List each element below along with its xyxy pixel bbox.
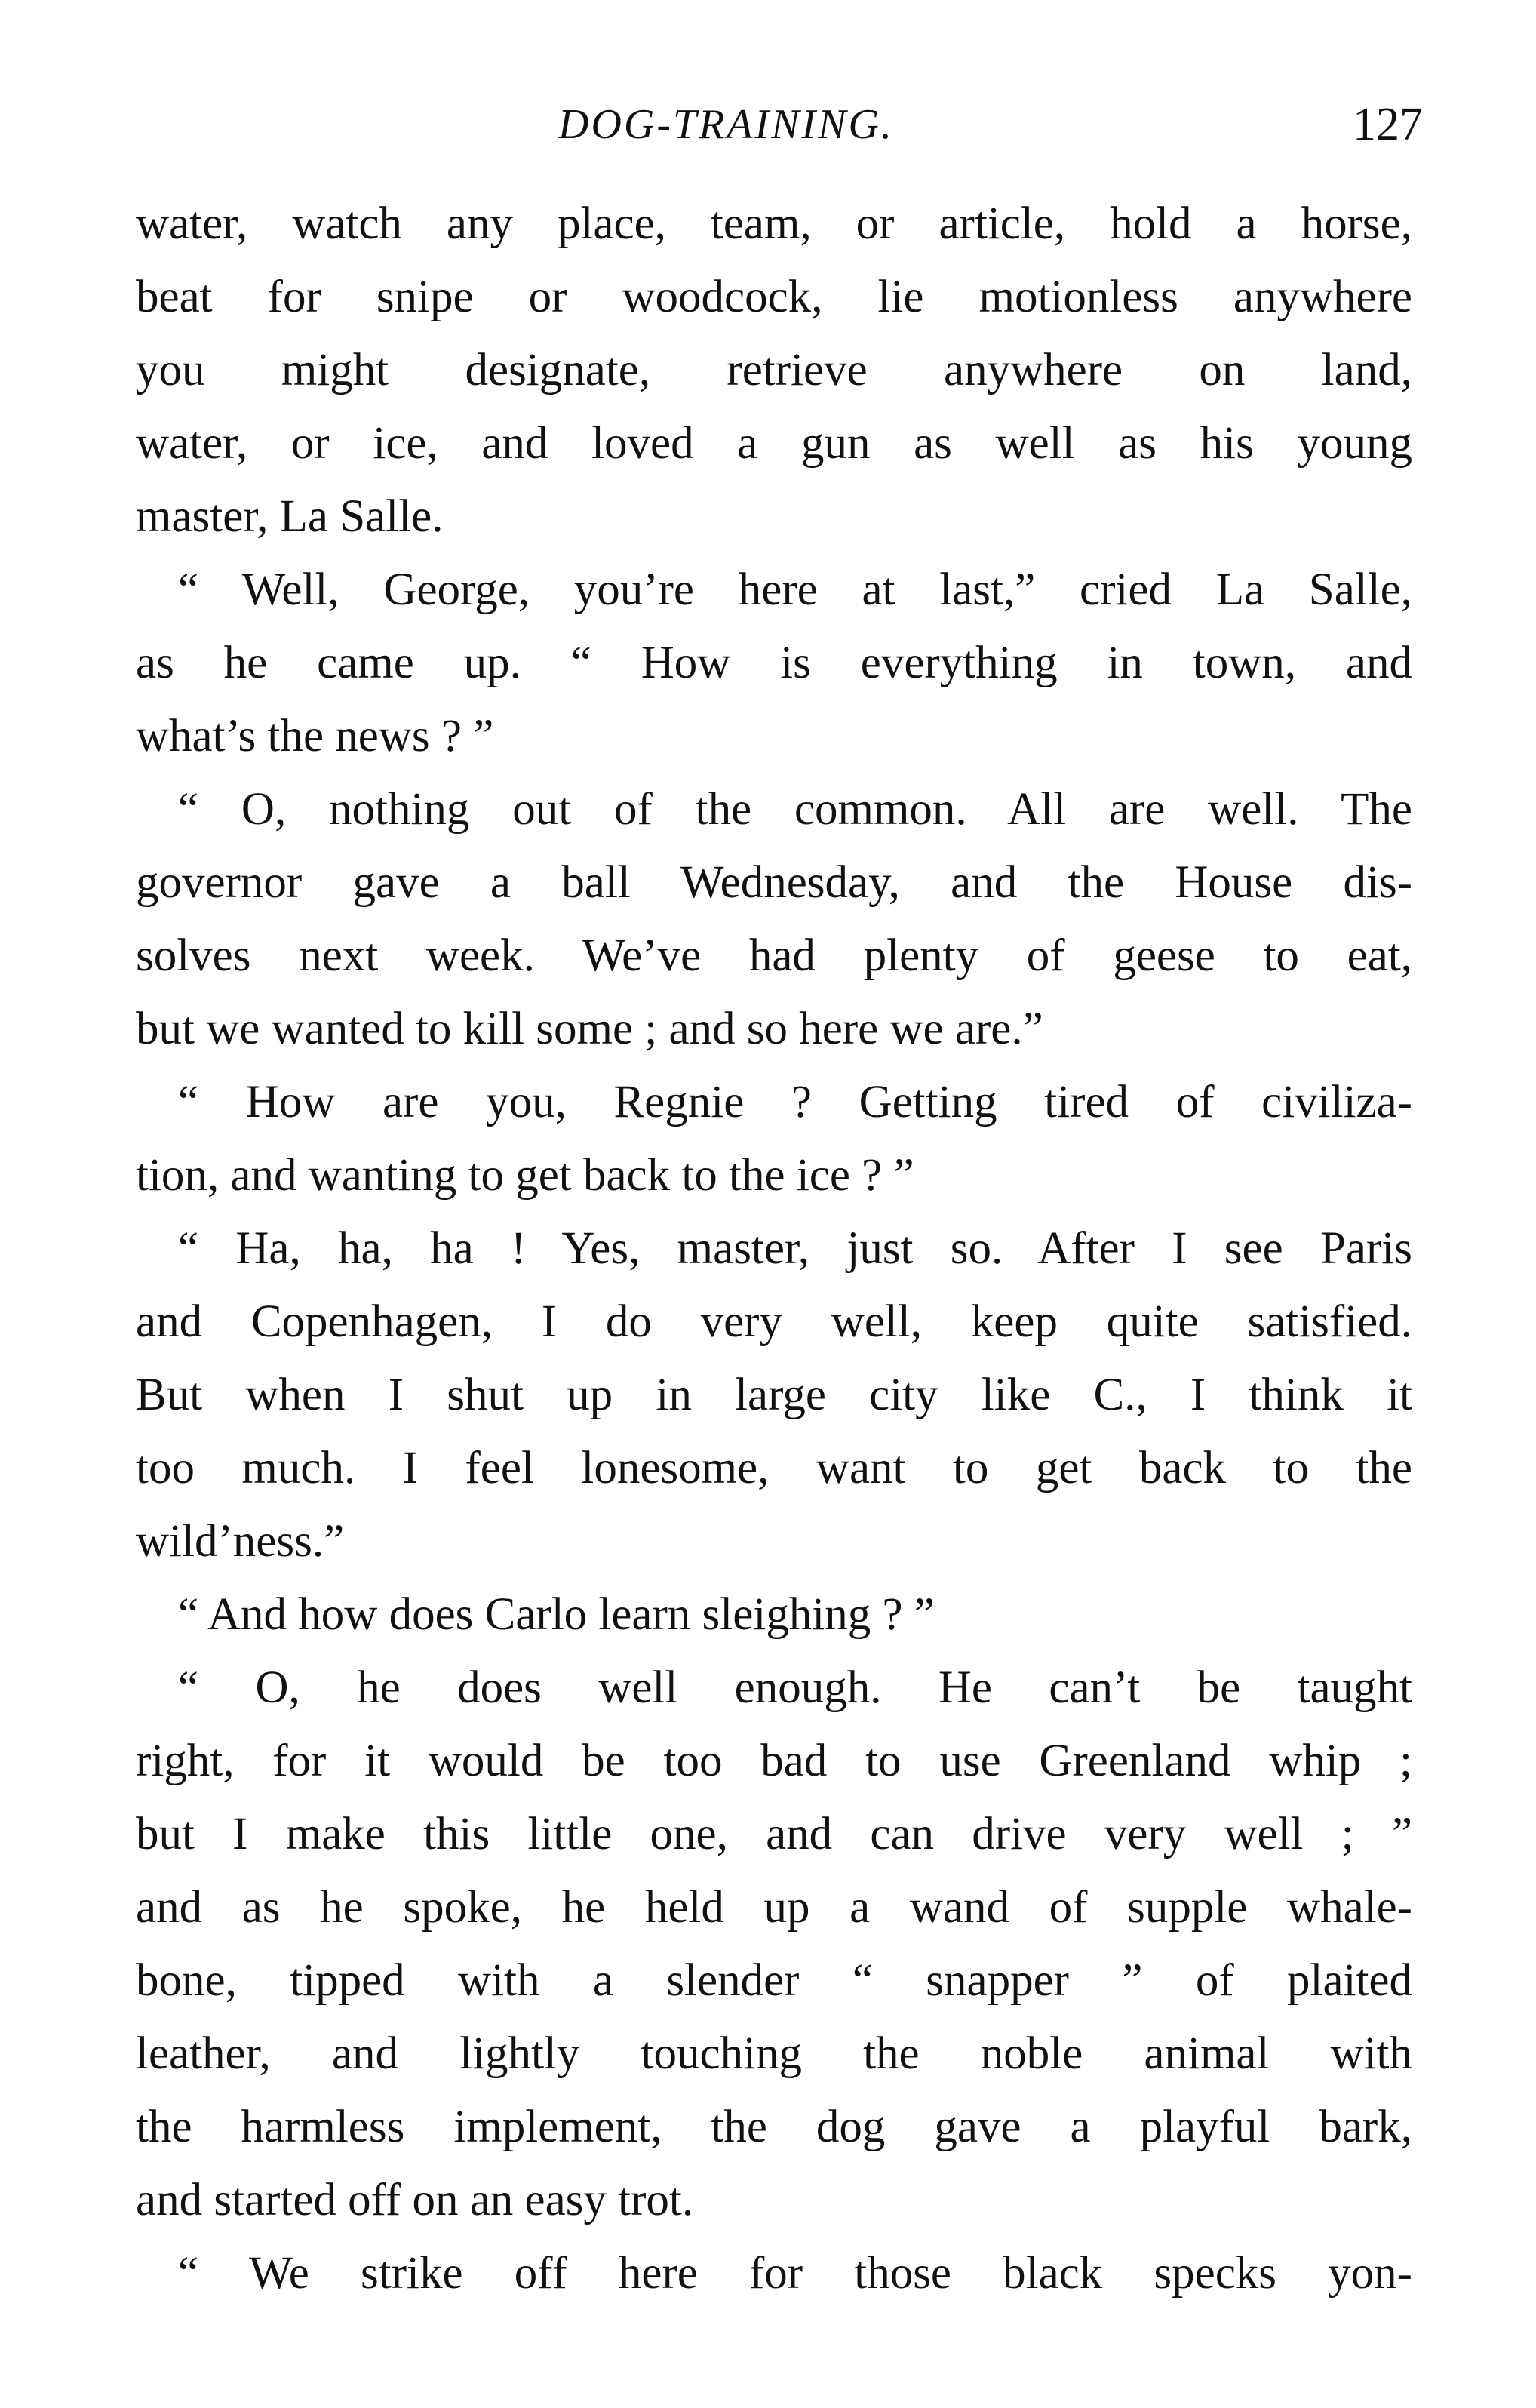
text-line: solves next week. We’ve had plenty of geese to eat, bbox=[136, 930, 1412, 981]
text-line: “ O, nothing out of the common. All are well. The bbox=[178, 784, 1412, 835]
text-line: tion, and wanting to get back to the ice ? ” bbox=[136, 1150, 914, 1201]
text-line: too much. I feel lonesome, want to get back to the bbox=[136, 1443, 1412, 1493]
text-line: wild’ness.” bbox=[136, 1516, 345, 1567]
text-line: what’s the news ? ” bbox=[136, 711, 494, 761]
text-line: as he came up. “ How is everything in town, and bbox=[136, 638, 1412, 688]
page-number: 127 bbox=[1353, 99, 1423, 150]
text-line: governor gave a ball Wednesday, and the House dis- bbox=[136, 857, 1412, 908]
text-line: and Copenhagen, I do very well, keep quite satisfied. bbox=[136, 1296, 1412, 1347]
text-line: bone, tipped with a slender “ snapper ” of plaited bbox=[136, 1955, 1412, 2006]
text-line: “ Well, George, you’re here at last,” cried La Salle, bbox=[178, 564, 1412, 615]
text-line: master, La Salle. bbox=[136, 491, 444, 542]
text-line: “ O, he does well enough. He can’t be taught bbox=[178, 1662, 1412, 1713]
text-line: but I make this little one, and can drive very well ; ” bbox=[136, 1809, 1412, 1859]
text-line: “ Ha, ha, ha ! Yes, master, just so. After I see Paris bbox=[178, 1223, 1412, 1274]
text-line: you might designate, retrieve anywhere on land, bbox=[136, 345, 1412, 395]
text-line: the harmless implement, the dog gave a playful bark, bbox=[136, 2102, 1412, 2152]
running-head bbox=[136, 91, 1423, 158]
text-line: but we wanted to kill some ; and so here we are.” bbox=[136, 1004, 1043, 1054]
text-line: right, for it would be too bad to use Greenland whip ; bbox=[136, 1736, 1412, 1786]
text-line: water, or ice, and loved a gun as well as his young bbox=[136, 418, 1412, 469]
text-line: “ And how does Carlo learn sleighing ? ” bbox=[178, 1589, 935, 1640]
text-line: beat for snipe or woodcock, lie motionless anywhere bbox=[136, 272, 1412, 322]
text-line: leather, and lightly touching the noble animal with bbox=[136, 2028, 1412, 2079]
text-line: But when I shut up in large city like C., I think it bbox=[136, 1370, 1412, 1420]
text-line: “ How are you, Regnie ? Getting tired of civiliza- bbox=[178, 1077, 1412, 1127]
text-line: and as he spoke, he held up a wand of supple whale- bbox=[136, 1882, 1412, 1933]
body-text bbox=[136, 187, 1412, 2310]
running-title: DOG-TRAINING. bbox=[558, 101, 894, 148]
text-line: water, watch any place, team, or article, hold a horse, bbox=[136, 198, 1412, 249]
text-line: and started off on an easy trot. bbox=[136, 2175, 694, 2225]
text-line: “ We strike off here for those black specks yon- bbox=[178, 2248, 1412, 2299]
